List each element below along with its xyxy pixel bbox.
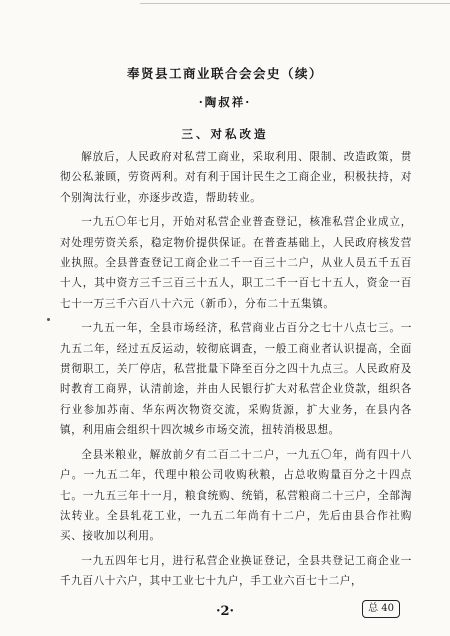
top-edge-line (140, 3, 450, 4)
paragraph: 一九五四年七月，进行私营企业换证登记，全县共登记工商企业一千九百八十六户，其中工业七十九户，手工业六百七十二户， (60, 554, 412, 588)
page-footer (0, 600, 450, 622)
body-text (60, 147, 412, 596)
section-heading: 三、对私改造 (181, 127, 269, 141)
paragraph: 解放后，人民政府对私营工商业，采取利用、限制、改造政策，贯彻公私兼顾，劳资两利。对有利于国计民生之工商企业，积极扶持，对个别淘汰行业，亦逐步改造，帮助转业。 (60, 151, 412, 204)
document-title: 奉贤县工商业联合会会史（续） (126, 66, 323, 81)
total-page-stamp: 总 40 (362, 600, 400, 618)
paragraph: 一九五〇年七月，开始对私营企业普查登记，核准私营企业成立，对处理劳资关系，稳定物价提供保证。在普查基础上，人民政府核发营业执照。全县普查登记工商企业二千一百三十二户，从业人员五千五百十人，其中资方三千三百三十五人，职工二千一百七十五人，资金一百七十一万三千六百八十六元（新币），分布二十五集镇。 (60, 216, 412, 310)
paragraph: 一九五一年，全县市场经济，私营商业占百分之七十八点七三。一九五二年，经过五反运动，较彻底调查，一般工商业者认识提高，全面贯彻职工，关厂停店，私营批量下降至百分之四十九点三。人民政府及时教育工商界，认清前途，并由人民银行扩大对私营企业贷款，组织各行业参加苏南、华东两次物资交流，采购货源，扩大业务，在县内各镇，利用庙会组织十四次城乡市场交流，扭转消极思想。 (60, 322, 412, 437)
page-number: ·2· (215, 604, 235, 619)
margin-dot (47, 318, 50, 321)
paragraph: 全县米粮业，解放前夕有二百二十二户，一九五〇年，尚有四十八户。一九五二年，代理中粮公司收购秋粮，占总收购量百分之十四点七。一九五三年十一月，粮食统购、统销，私营粮商二十三户，全部淘汰转业。全县轧花工业，一九五二年尚有十二户，先后由县合作社购买、接收加以利用。 (60, 448, 412, 543)
author-line: ·陶叔祥· (198, 95, 252, 109)
